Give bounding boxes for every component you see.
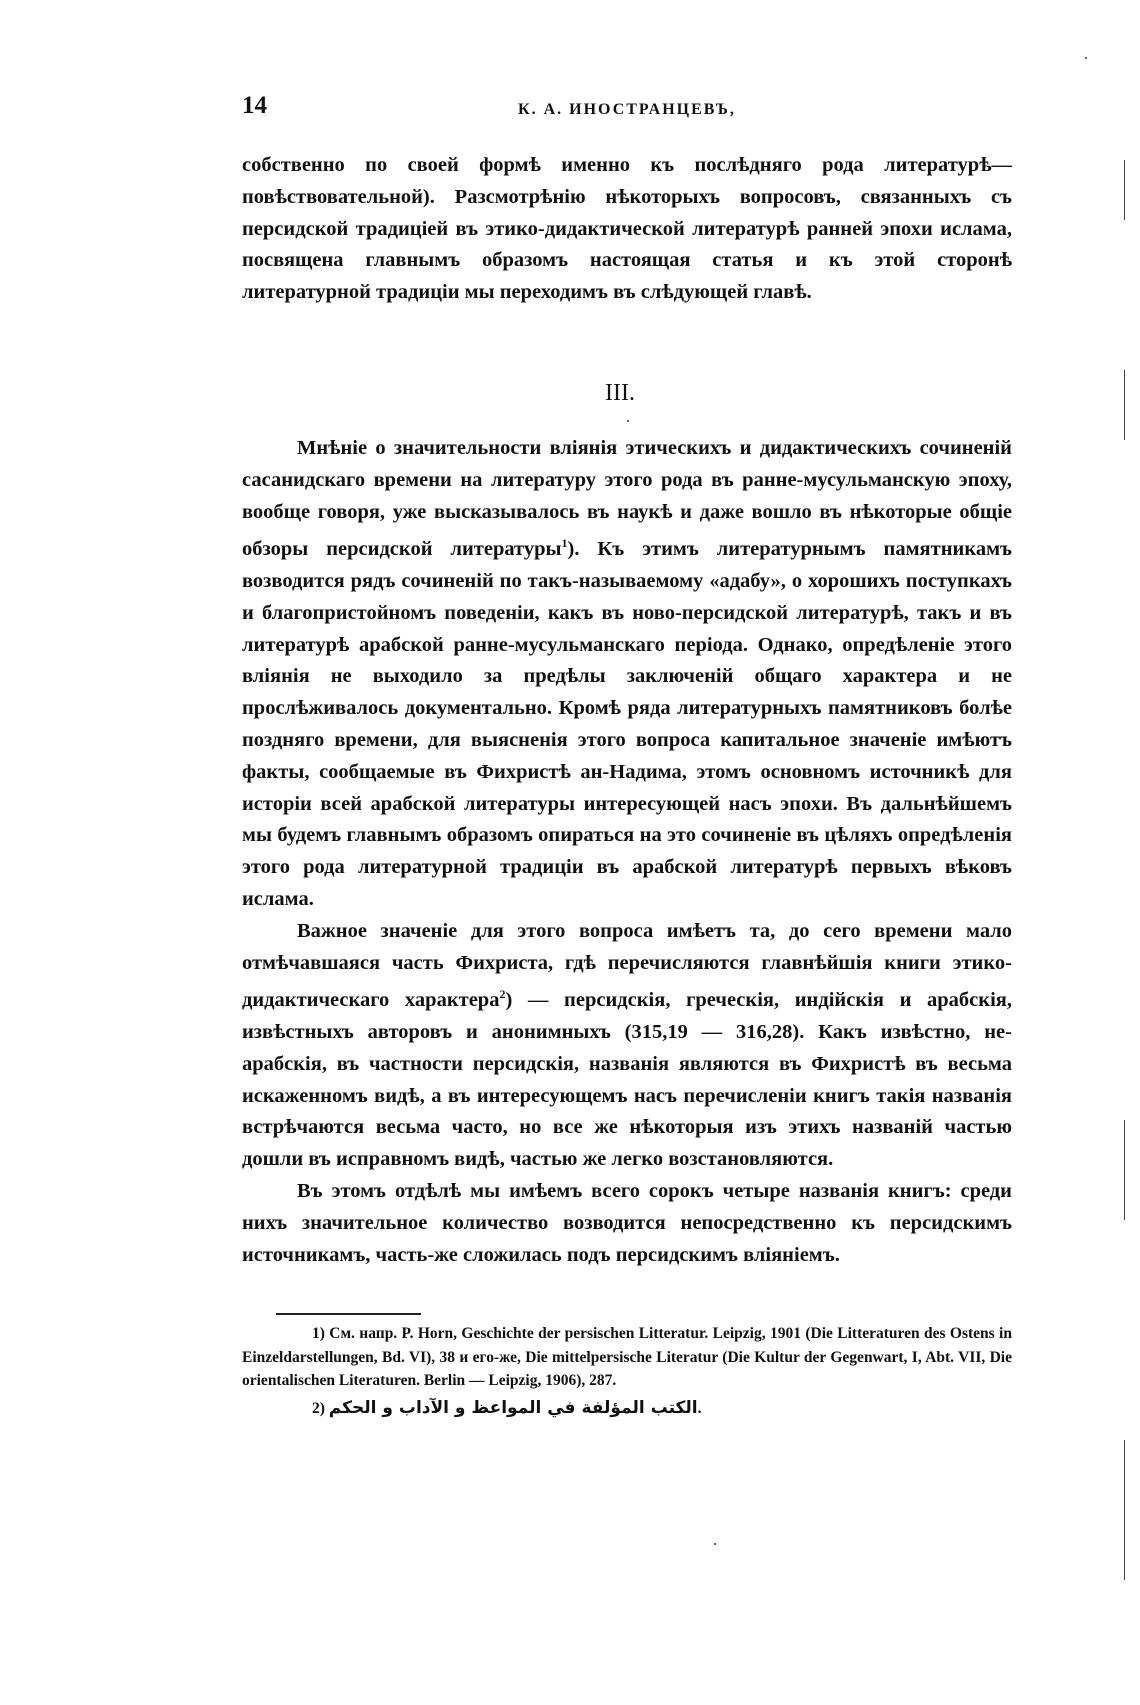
scan-speck bbox=[714, 1543, 716, 1545]
paragraph-4: Въ этомъ отдѣлѣ мы имѣемъ всего сорокъ четыре названія книгъ: среди нихъ значительное количество возводится непосредственно къ персидскимъ источникамъ, часть-же сложилась подъ персидскимъ вліяніемъ. bbox=[242, 1179, 1012, 1266]
footnote-2-end: . bbox=[697, 1399, 702, 1417]
scan-margin-line-mid bbox=[1124, 370, 1125, 440]
paragraph-1: собственно по своей формѣ именно къ послѣдняго рода литературѣ—повѣствовательной). Разсмотрѣнію нѣкоторыхъ вопросовъ, связанныхъ съ персидской традиціей въ этико-дидактической литературѣ ранней эпохи ислама, посвящена главнымъ образомъ настоящая статья и къ этой сторонѣ литературной традиціи мы переходимъ въ слѣдующей главѣ. bbox=[242, 154, 1012, 304]
footnote-2 bbox=[242, 1397, 1012, 1421]
scan-margin-line-top bbox=[1124, 160, 1125, 220]
footnote-2-label: 2) bbox=[312, 1399, 325, 1417]
scan-margin-line-low bbox=[1124, 1120, 1125, 1220]
paragraph-3-text-a: Важное значеніе для этого вопроса имѣетъ та, до сего времени мало отмѣчавшаяся часть Фихриста, гдѣ перечисляются главнѣйшія книги этико-дидактическаго характера bbox=[242, 919, 1012, 1012]
paragraph-2 bbox=[242, 433, 1012, 916]
footnote-ref-1: 1 bbox=[561, 536, 568, 551]
footnote-1: 1) См. напр. P. Horn, Geschichte der persischen Litteratur. Leipzig, 1901 (Die Litteraturen des Ostens in Einzeldarstellungen, Bd. VI), 38 и его-же, Die mittelpersische Literatur (Die Kultur der Gegenwart, I, Abt. VII, Die orientalischen Literaturen. Berlin — Leipzig, 1906), 287. bbox=[242, 1325, 1012, 1389]
scan-speck bbox=[627, 420, 629, 422]
footnote-divider bbox=[276, 1313, 421, 1315]
footnote-2-arabic: الكتب المؤلفة في المواعظ و الآداب و الحكم bbox=[328, 1397, 698, 1418]
paragraph-continuation bbox=[242, 150, 1012, 309]
footnotes bbox=[242, 1322, 1012, 1420]
page-header bbox=[242, 92, 1012, 132]
footnote-ref-2: 2 bbox=[499, 987, 506, 1002]
paragraph-2-text-b: ). Къ этимъ литературнымъ памятникамъ возводится рядъ сочиненій по такъ-называемому «адабу», о хорошихъ поступкахъ и благопристойномъ поведеніи, какъ въ ново-персидской литературѣ, такъ и въ литературѣ арабской ранне-мусульманскаго періода. Однако, опредѣленіе этого вліянія не выходило за предѣлы заключеній общаго характера и не прослѣживалось документально. Кромѣ ряда литературныхъ памятниковъ болѣе поздняго времени, для выясненія этого вопроса капитальное значеніе имѣютъ факты, сообщаемые въ Фихристѣ ан-Надима, этомъ основномъ источникѣ для исторіи всей арабской литературы интересующей насъ эпохи. Въ дальнѣйшемъ мы будемъ главнымъ образомъ опираться на это сочиненіе въ цѣляхъ опредѣленія этого рода литературной традиціи въ арабской литературѣ первыхъ вѣковъ ислама. bbox=[242, 538, 1012, 910]
main-text-block bbox=[242, 433, 1012, 1271]
paragraph-3 bbox=[242, 916, 1012, 1176]
running-head: К. А. ИНОСТРАНЦЕВЪ, bbox=[518, 101, 736, 118]
paragraph-2-text-a: Мнѣніе о значительности вліянія этическихъ и дидактическихъ сочиненій сасанидскаго времени на литературу этого рода въ ранне-мусульманскую эпоху, вообще говоря, уже высказывалось въ наукѣ и даже вошло въ нѣкоторые общіе обзоры персидской литературы bbox=[242, 437, 1012, 561]
page-number: 14 bbox=[242, 92, 267, 119]
scan-speck bbox=[1085, 57, 1087, 59]
scan-margin-line-bottom bbox=[1124, 1440, 1125, 1580]
paragraph-3-text-b: ) — персидскія, греческія, индійскія и арабскія, извѣстныхъ авторовъ и анонимныхъ (315,19 — 316,28). Какъ извѣстно, не-арабскія, въ частности персидскія, названія являются въ Фихристѣ въ весьма искаженномъ видѣ, а въ интересующемъ насъ перечисленіи книгъ такія названія встрѣчаются весьма часто, но все же нѣкоторыя изъ этихъ названій частью дошли въ исправномъ видѣ, частью же легко возстановляются. bbox=[242, 989, 1012, 1171]
section-heading: III. bbox=[605, 380, 635, 406]
